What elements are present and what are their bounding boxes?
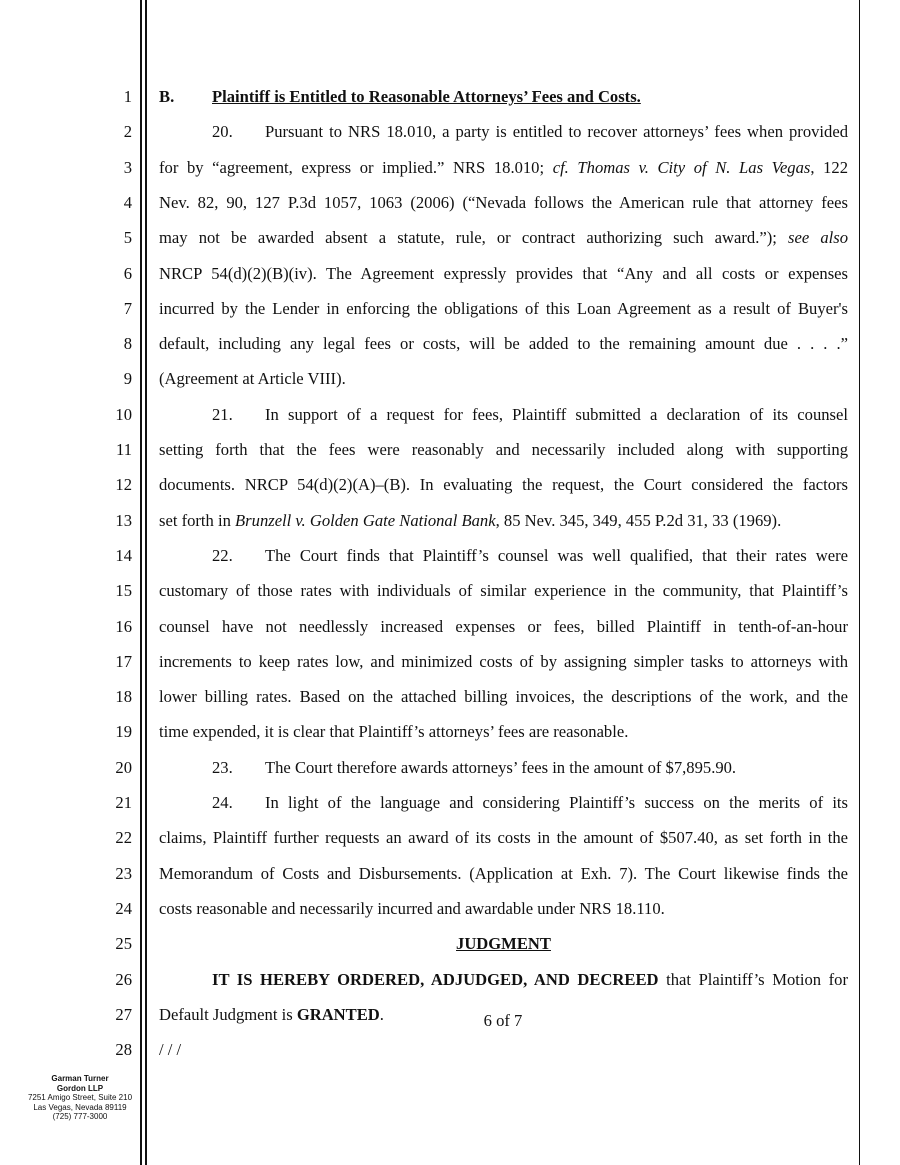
line-text — [159, 333, 848, 355]
line-text — [159, 933, 848, 955]
pleading-line — [0, 86, 900, 108]
text-run: Memorandum of Costs and Disbursements. (Application at Exh. 7). The Court likewise finds the — [159, 863, 848, 883]
pleading-line — [0, 439, 900, 461]
line-number: 25 — [115, 934, 132, 954]
line-text — [159, 757, 848, 779]
line-text — [159, 157, 848, 179]
text-run: set forth in — [159, 510, 236, 530]
paragraph-number: 22. — [212, 545, 233, 565]
line-number: 14 — [115, 545, 132, 565]
text-run: costs reasonable and necessarily incurred and awardable under NRS 18.110. — [159, 898, 665, 918]
text-run: claims, Plaintiff further requests an award of its costs in the amount of $507.40, as set forth in the — [159, 828, 848, 848]
line-number: 17 — [115, 651, 132, 671]
line-text — [159, 121, 848, 143]
text-run: In light of the language and considering Plaintiff’s success on the merits of its — [265, 793, 848, 812]
pleading-line — [0, 192, 900, 214]
firm-phone: (725) 777-3000 — [52, 1112, 108, 1122]
text-run: The Court finds that Plaintiff’s counsel was well qualified, that their rates were — [265, 545, 848, 565]
text-run: that Plaintiff’s Motion for — [658, 969, 849, 989]
line-number: 28 — [115, 1040, 132, 1060]
text-run: customary of those rates with individuals of similar experience in the community, that Plaintiff’s — [159, 581, 848, 601]
line-text — [159, 474, 848, 496]
line-number: 13 — [115, 510, 132, 530]
pleading-line — [0, 1039, 900, 1061]
pleading-line — [0, 651, 900, 673]
pleading-line — [0, 404, 900, 426]
line-number: 20 — [115, 757, 132, 777]
line-text — [159, 86, 848, 108]
line-text — [159, 792, 848, 814]
text-run: . — [379, 1004, 384, 1024]
paragraph-number: 20. — [212, 122, 233, 142]
pleading-line — [0, 333, 900, 355]
line-number: 15 — [115, 581, 132, 601]
text-run: , 85 Nev. 345, 349, 455 P.2d 31, 33 (1969). — [495, 510, 782, 530]
text-run: default, including any legal fees or costs, will be added to the remaining amount due . . . .” — [159, 334, 848, 354]
pleading-line — [0, 686, 900, 708]
text-run: The Court therefore awards attorneys’ fees in the amount of $7,895.90. — [265, 757, 737, 777]
line-number: 11 — [116, 440, 132, 459]
pleading-line — [0, 474, 900, 496]
line-number: 23 — [115, 863, 132, 883]
text-run: In support of a request for fees, Plaintiff submitted a declaration of its counsel — [265, 404, 848, 424]
pleading-line — [0, 157, 900, 179]
paragraph-number: 23. — [212, 757, 233, 777]
line-number: 8 — [123, 334, 132, 354]
line-number: 7 — [123, 298, 132, 318]
text-run: NRCP 54(d)(2)(B)(iv). The Agreement expressly provides that “Any and all costs or expenses — [159, 263, 848, 283]
line-text — [159, 721, 848, 743]
pleading-line — [0, 368, 900, 390]
text-run: Brunzell v. Golden Gate National Bank — [235, 510, 496, 530]
pleading-line — [0, 898, 900, 920]
pleading-line — [0, 827, 900, 849]
pleading-line — [0, 863, 900, 885]
text-run: Nev. 82, 90, 127 P.3d 1057, 1063 (2006) (“Nevada follows the American rule that attorney fees — [159, 192, 848, 212]
line-text — [159, 510, 848, 532]
text-run: , 122 — [810, 157, 849, 177]
line-text — [159, 1039, 848, 1061]
line-text — [159, 439, 848, 461]
line-text — [159, 616, 848, 638]
line-text — [159, 580, 848, 602]
firm-footer — [0, 1074, 160, 1122]
line-number: 26 — [115, 969, 132, 989]
text-run: increments to keep rates low, and minimized costs of by assigning simpler tasks to attorneys with — [159, 651, 848, 671]
pleading-line — [0, 510, 900, 532]
firm-name-line2: Gordon LLP — [56, 1083, 104, 1093]
firm-address-street: 7251 Amigo Street, Suite 210 — [27, 1093, 133, 1103]
page-number: 6 of 7 — [483, 1011, 523, 1030]
text-run: for by “agreement, express or implied.” NRS 18.010; — [159, 157, 553, 177]
line-text — [159, 404, 848, 426]
line-text — [159, 863, 848, 885]
line-text — [159, 263, 848, 285]
section-heading: Plaintiff is Entitled to Reasonable Attorneys’ Fees and Costs. — [212, 87, 641, 106]
line-text — [159, 969, 848, 991]
pleading-line — [0, 121, 900, 143]
text-run: lower billing rates. Based on the attached billing invoices, the descriptions of the work, and the — [159, 687, 848, 707]
line-number: 1 — [123, 87, 132, 106]
text-run: setting forth that the fees were reasonably and necessarily included along with supporting — [159, 440, 848, 459]
text-run: see also — [788, 228, 849, 248]
line-number: 21 — [115, 793, 132, 812]
text-run: incurred by the Lender in enforcing the obligations of this Loan Agreement as a result of Buyer's — [159, 298, 848, 318]
pleading-line — [0, 757, 900, 779]
line-number: 4 — [123, 192, 132, 212]
line-text — [159, 545, 848, 567]
line-number: 16 — [115, 616, 132, 636]
text-run: counsel have not needlessly increased expenses or fees, billed Plaintiff in tenth-of-an-hour — [159, 616, 848, 636]
line-text — [159, 686, 848, 708]
section-heading: JUDGMENT — [456, 934, 551, 954]
pleading-line — [0, 792, 900, 814]
line-number: 24 — [115, 898, 132, 918]
line-number: 27 — [115, 1004, 132, 1024]
text-run: Pursuant to NRS 18.010, a party is entitled to recover attorneys’ fees when provided — [265, 122, 848, 142]
line-text — [159, 827, 848, 849]
pleading-line — [0, 616, 900, 638]
pleading-line — [0, 227, 900, 249]
pleading-line — [0, 969, 900, 991]
text-run: Default Judgment is — [159, 1004, 297, 1024]
line-text — [159, 651, 848, 673]
text-run: documents. NRCP 54(d)(2)(A)–(B). In evaluating the request, the Court considered the factors — [159, 475, 848, 495]
line-number: 10 — [115, 404, 132, 424]
text-run: IT IS HEREBY ORDERED, ADJUDGED, AND DECREED — [212, 969, 659, 989]
line-number: 3 — [123, 157, 132, 177]
line-text — [159, 192, 848, 214]
line-text — [159, 368, 848, 390]
text-run: (Agreement at Article VIII). — [159, 369, 346, 389]
paragraph-number: 21. — [212, 404, 233, 424]
paragraph-number: 24. — [212, 793, 233, 812]
pleading-line — [0, 545, 900, 567]
line-number: 2 — [123, 122, 132, 142]
text-run: GRANTED — [296, 1004, 380, 1024]
line-number: 22 — [115, 828, 132, 848]
pleading-line — [0, 580, 900, 602]
line-text — [159, 898, 848, 920]
line-number: 12 — [115, 475, 132, 495]
line-text — [159, 298, 848, 320]
line-text — [159, 227, 848, 249]
line-number: 19 — [115, 722, 132, 742]
pleading-line — [0, 721, 900, 743]
firm-name-line1: Garman Turner — [51, 1074, 109, 1083]
text-run: time expended, it is clear that Plaintiff’s attorneys’ fees are reasonable. — [159, 722, 629, 742]
text-run: may not be awarded absent a statute, rule, or contract authorizing such award.”); — [159, 228, 789, 248]
text-run: / / / — [159, 1040, 182, 1060]
text-run: cf. Thomas v. City of N. Las Vegas — [552, 157, 811, 177]
line-number: 9 — [123, 369, 132, 389]
line-number: 6 — [123, 263, 132, 283]
line-number: 5 — [123, 228, 132, 248]
firm-address-city: Las Vegas, Nevada 89119 — [33, 1102, 127, 1112]
pleading-line — [0, 298, 900, 320]
line-number: 18 — [115, 687, 132, 707]
section-heading: B. — [159, 87, 175, 106]
pleading-line — [0, 263, 900, 285]
pleading-line — [0, 933, 900, 955]
